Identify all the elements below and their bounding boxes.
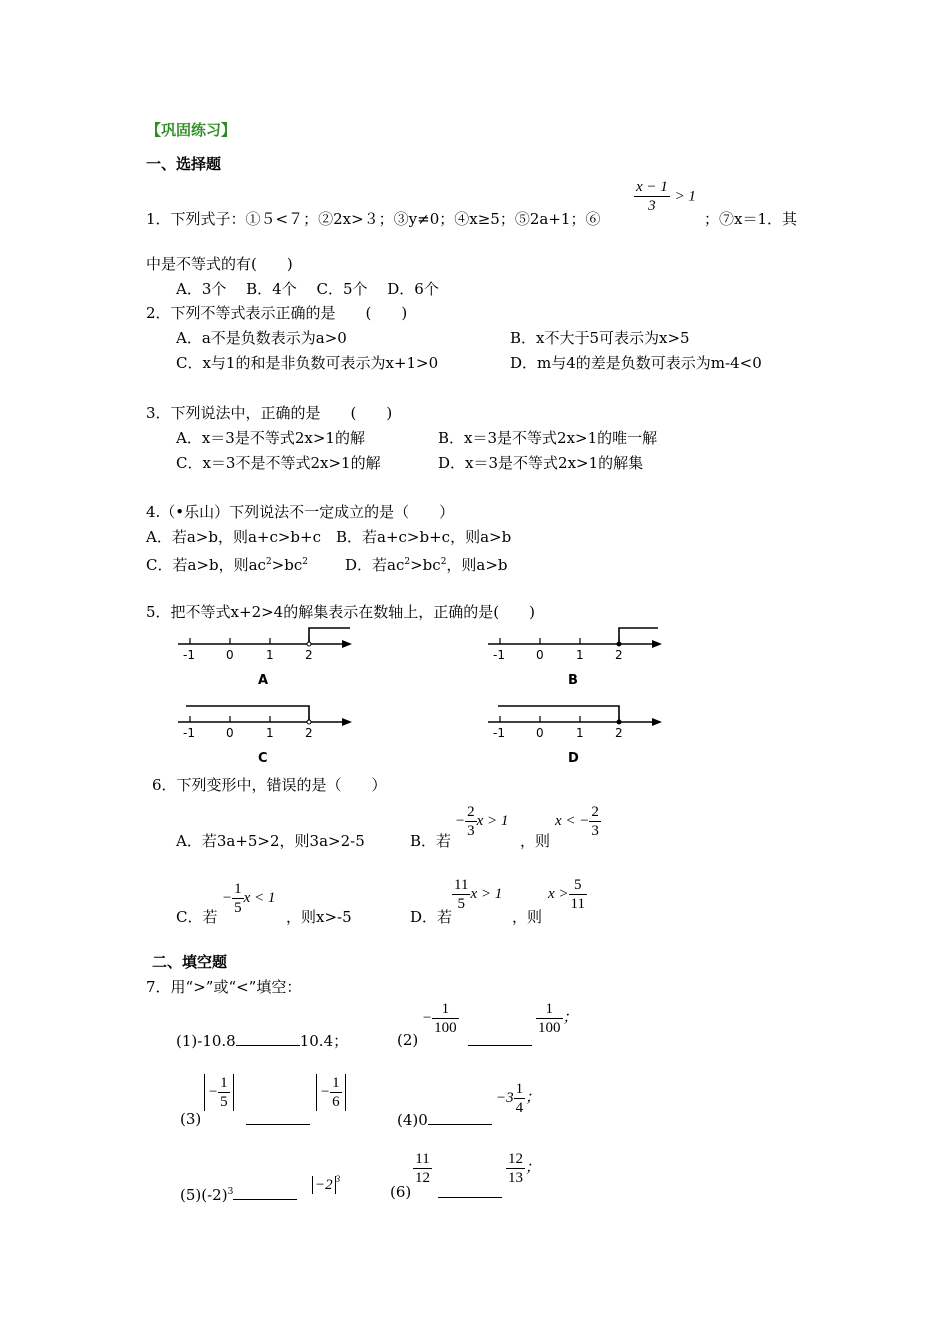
fraction-11-12: $\frac{11}{12}$ [415,1151,430,1186]
q4-options-ab: A．若a>b，则a+c>b+c B．若a+c>b+c，则a>b [146,528,512,546]
q7-part-5-right: −2 $^3$ [312,1170,340,1194]
q6-d-inequality: $\frac{11}{5}$ x > 1 [454,877,503,912]
q6-option-b-mid: ，则 [520,832,551,850]
q3-option-b: B．x＝3是不等式2x>1的唯一解 [438,429,658,447]
q7-part-6-label: (6) [390,1183,412,1201]
q2-option-d: D．m与4的差是负数可表示为m-4<0 [510,354,762,372]
tick-label: 2 [305,726,313,740]
fraction-1-5: $\frac{1}{5}$ [220,1075,228,1110]
answer-blank[interactable] [236,1031,300,1046]
page-title: 【巩固练习】 [146,121,237,139]
tick-label: 0 [226,648,234,662]
number-line-c [170,700,360,768]
q6-b-inequality: − $\frac{2}{3}$ x > 1 [455,804,509,839]
fraction-11-5: $\frac{11}{5}$ [454,877,469,912]
tick-label: 1 [266,648,274,662]
tick-label: 2 [615,726,623,740]
q1-options: A．3个 B．4个 C．5个 D．6个 [176,280,439,298]
section-fill-heading: 二、填空题 [152,953,228,971]
question-5-stem: 5．把不等式x+2>4的解集表示在数轴上，正确的是( ) [146,603,535,621]
q6-option-a: A．若3a+5>2，则3a>2-5 [176,832,365,850]
q3-option-d: D．x＝3是不等式2x>1的解集 [438,454,644,472]
q6-b-result: x < − $\frac{2}{3}$ [555,804,599,839]
q7-part-5: $(5)(-2)^3$ [180,1183,297,1204]
number-line-a [170,622,360,690]
fraction-2-3: $\frac{2}{3}$ [467,804,475,839]
question-6-stem: 6．下列变形中，错误的是（ ） [152,776,387,794]
fraction-1-5: $\frac{1}{5}$ [234,881,242,916]
q7-part-4: (4)0 [397,1110,492,1129]
q7-part-3-right [316,1074,346,1111]
q7-part-6-blank-wrap [438,1183,502,1202]
answer-blank[interactable] [233,1185,297,1200]
q2-option-c: C．x与1的和是非负数可表示为x+1>0 [176,354,439,372]
tick-label: 1 [576,726,584,740]
panel-label: D [568,751,579,766]
tick-label: -1 [183,726,195,740]
answer-blank[interactable] [246,1110,310,1125]
q7-part-2-left: − $\frac{1}{100}$ [422,1001,457,1036]
tick-label: 2 [305,648,313,662]
q3-option-a: A．x＝3是不等式2x>1的解 [176,429,365,447]
tick-label: 1 [266,726,274,740]
q6-c-inequality: − $\frac{1}{5}$ x < 1 [222,881,276,916]
q7-part-3-label: (3) [180,1110,202,1128]
q4-option-d: D．若$ac^2>bc^2$，则a>b [345,556,508,574]
absolute-value: −2 [312,1176,336,1194]
q7-part-3-blank-wrap [246,1110,310,1129]
tick-label: 2 [615,648,623,662]
tick-label: -1 [493,648,505,662]
tick-label: 0 [536,648,544,662]
q7-part-6-left [413,1150,432,1187]
fraction-2-3: $\frac{2}{3}$ [591,804,599,839]
q6-option-c-pre: C．若 [176,908,218,926]
q2-option-a: A．a不是负数表示为a>0 [176,329,347,347]
tick-label: 0 [226,726,234,740]
q1-fraction: $\frac{x - 1}{3}$ > 1 [636,179,696,214]
question-2-stem: 2．下列不等式表示正确的是 ( ) [146,304,408,322]
q6-option-c-post: ，则x>-5 [286,908,352,926]
answer-blank[interactable] [438,1183,502,1198]
q3-option-c: C．x＝3不是不等式2x>1的解 [176,454,381,472]
question-7-stem: 7．用“>”或“<”填空： [146,978,302,996]
q6-d-result: x > $\frac{5}{11}$ [548,877,585,912]
panel-label: C [258,751,268,766]
number-line-d [480,700,670,768]
tick-label: -1 [493,726,505,740]
fraction-1-4: $\frac{1}{4}$ [515,1081,524,1116]
q7-part-1: (1)-10.8 10.4； [176,1032,349,1050]
question-1-stem [146,210,600,228]
fraction-x-minus-1-over-3: $\frac{x - 1}{3}$ [636,179,668,214]
absolute-value: − $\frac{1}{6}$ [316,1074,346,1111]
q7-part-6-right: $\frac{12}{13}$ ； [508,1151,541,1186]
question-3-stem: 3．下列说法中，正确的是 ( ) [146,404,393,422]
q6-option-d-mid: ，则 [512,908,543,926]
question-4-stem: 4.（•乐山）下列说法不一定成立的是（ ） [146,503,455,521]
fraction-1-100: $\frac{1}{100}$ [538,1001,561,1036]
q2-option-b: B．x不大于5可表示为x>5 [510,329,690,347]
q7-part-2-right: $\frac{1}{100}$ ； [538,1001,578,1036]
q1-line2: 中是不等式的有( ) [146,255,293,273]
answer-blank[interactable] [468,1031,532,1046]
answer-blank[interactable] [428,1110,492,1125]
fraction-5-11: $\frac{5}{11}$ [570,877,585,912]
q7-part-2-label: (2) [397,1031,419,1049]
q4-option-c: C．若a>b，则$ac^2>bc^2$ [146,556,308,574]
fraction-12-13: $\frac{12}{13}$ [508,1151,523,1186]
tick-label: 0 [536,726,544,740]
number-line-b [480,622,670,690]
q7-part-4-right: −3 $\frac{1}{4}$ ； [496,1081,541,1116]
q1-text-pre: 1．下列式子：①５<７；②2x>３；③y≠0；④x≥5；⑤2a+1；⑥ [146,210,601,228]
q1-text-post: ；⑦x＝1．其 [704,210,798,228]
fraction-1-6: $\frac{1}{6}$ [332,1075,340,1110]
fraction-1-100: $\frac{1}{100}$ [434,1001,457,1036]
q6-option-d-pre: D．若 [410,908,453,926]
q7-part-3-left [204,1074,234,1111]
panel-label: A [258,673,269,688]
absolute-value: − $\frac{1}{5}$ [204,1074,234,1111]
q6-option-b-pre: B．若 [410,832,452,850]
tick-label: 1 [576,648,584,662]
q7-part-2-blank-wrap [468,1031,532,1050]
panel-label: B [568,673,578,688]
section-choice-heading: 一、选择题 [146,155,222,173]
tick-label: -1 [183,648,195,662]
